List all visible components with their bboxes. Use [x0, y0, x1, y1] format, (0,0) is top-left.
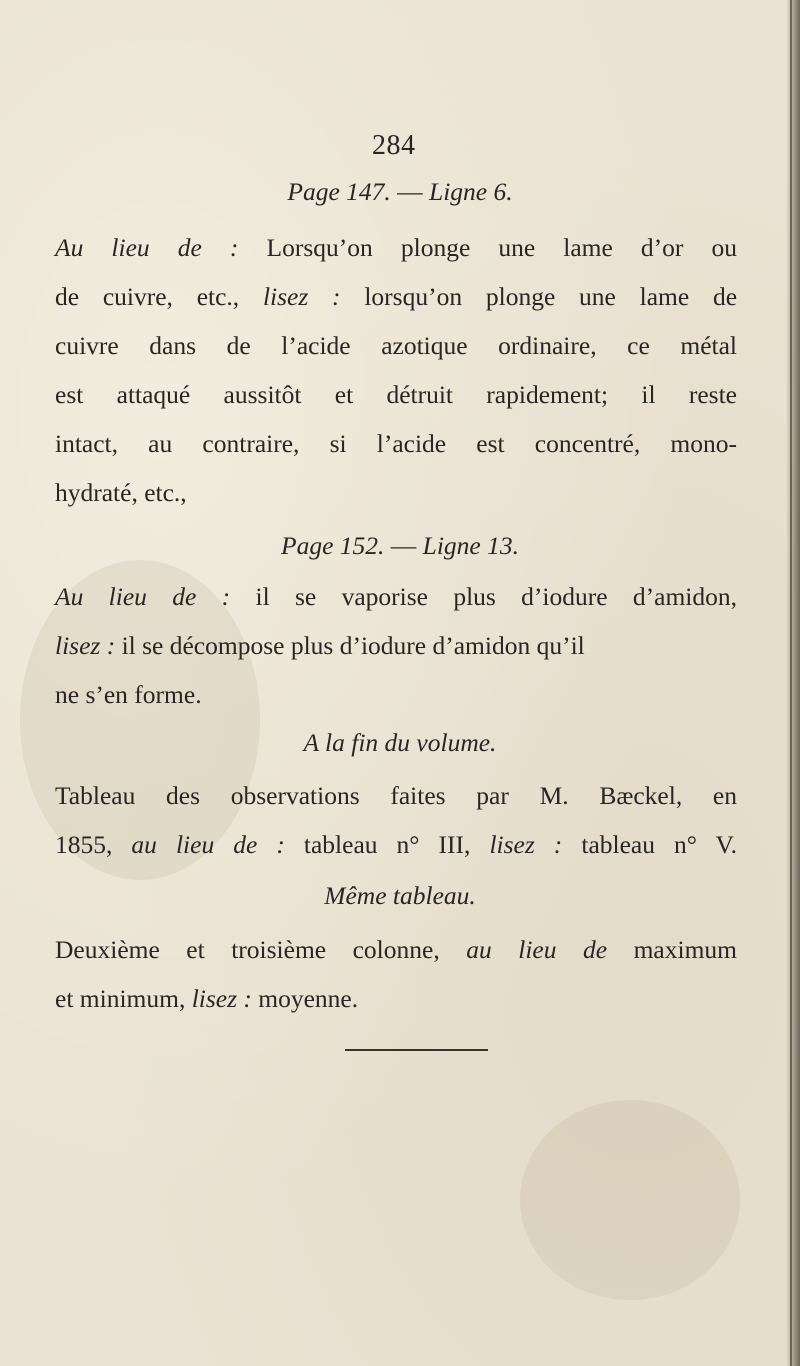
line-text: tableau n° III,	[303, 830, 471, 859]
heading-separator: —	[390, 177, 430, 206]
erratum-1-line-4	[55, 382, 737, 408]
heading-text: Même tableau.	[324, 881, 476, 910]
lisez-label: lisez :	[191, 984, 252, 1013]
line-text: Lorsqu’on plonge une lame d’or ou	[266, 233, 738, 262]
heading-separator: —	[384, 531, 423, 560]
erratum-heading-1	[0, 179, 800, 205]
erratum-heading-4	[0, 883, 800, 909]
line-text: ne s’en forme.	[55, 680, 202, 709]
line-text: lorsqu’on plonge une lame de	[364, 282, 738, 311]
erratum-1-line-2	[55, 284, 737, 310]
erratum-heading-3	[0, 730, 800, 756]
line-text: hydraté, etc.,	[55, 478, 187, 507]
line-text: il se décompose plus d’iodure d’amidon qu’il	[121, 631, 585, 660]
line-text: Tableau des observations faites par M. Bæckel, en	[55, 781, 737, 810]
erratum-2-line-1	[55, 584, 737, 610]
erratum-3-line-2	[55, 832, 737, 858]
erratum-4-line-2	[55, 986, 358, 1012]
heading-text: A la fin du volume.	[303, 728, 497, 757]
line-text: intact, au contraire, si l’acide est concentré, mono-	[55, 429, 737, 458]
au-lieu-de-label: au lieu de :	[131, 830, 285, 859]
line-text: il se vaporise plus d’iodure d’amidon,	[255, 582, 738, 611]
erratum-1-line-1	[55, 235, 737, 261]
page-number: 284	[372, 130, 416, 161]
erratum-heading-2	[0, 533, 800, 559]
heading-line: Ligne 13.	[422, 531, 519, 560]
heading-page: Page 147.	[287, 177, 391, 206]
erratum-1-line-5	[55, 431, 737, 457]
lisez-label: lisez :	[489, 830, 563, 859]
au-lieu-de-label: au lieu de	[466, 935, 608, 964]
page-edge-line	[790, 0, 792, 1366]
line-text: et minimum,	[55, 984, 186, 1013]
erratum-2-line-2	[55, 633, 585, 659]
line-text: 1855,	[55, 830, 113, 859]
line-text: maximum	[633, 935, 737, 964]
erratum-2-line-3	[55, 682, 202, 708]
page-edge-shadow	[786, 0, 800, 1366]
erratum-1-line-6	[55, 480, 187, 506]
line-text: tableau n° V.	[581, 830, 738, 859]
heading-line: Ligne 6.	[429, 177, 513, 206]
end-rule	[345, 1049, 488, 1051]
au-lieu-de-label: Au lieu de :	[55, 582, 231, 611]
line-text: cuivre dans de l’acide azotique ordinaire, ce métal	[55, 331, 737, 360]
au-lieu-de-label: Au lieu de :	[55, 233, 239, 262]
heading-page: Page 152.	[281, 531, 385, 560]
erratum-3-line-1	[55, 783, 737, 809]
line-text: de cuivre, etc.,	[55, 282, 240, 311]
erratum-1-line-3	[55, 333, 737, 359]
line-text: est attaqué aussitôt et détruit rapidement; il reste	[55, 380, 737, 409]
line-text: Deuxième et troisième colonne,	[55, 935, 440, 964]
erratum-4-line-1	[55, 937, 737, 963]
lisez-label: lisez :	[262, 282, 341, 311]
paper-stain	[520, 1100, 740, 1300]
line-text: moyenne.	[258, 984, 359, 1013]
lisez-label: lisez :	[55, 631, 116, 660]
